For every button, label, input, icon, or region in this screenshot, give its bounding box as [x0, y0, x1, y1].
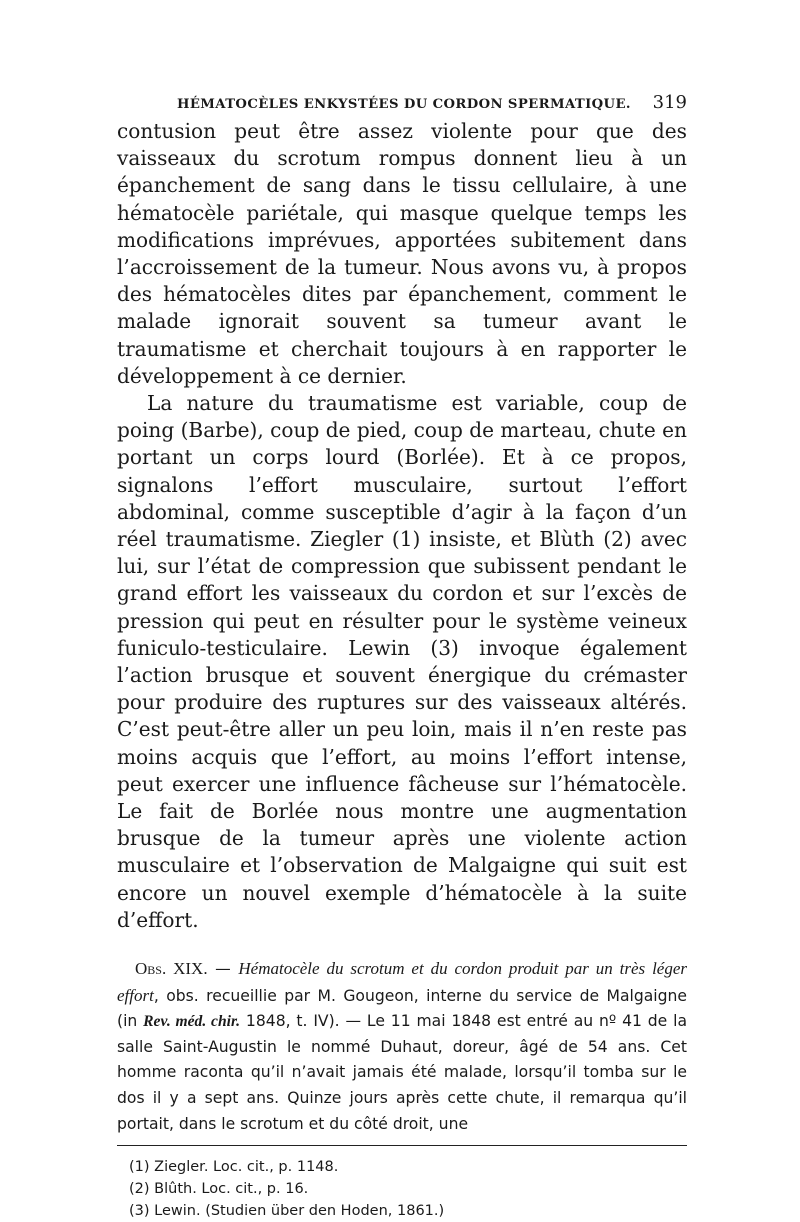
observation-title: Hématocèle du scrotum et du cordon produit par un très léger effort: [117, 959, 687, 1005]
footnotes: [117, 1156, 687, 1222]
paragraph-continued: contusion peut être assez violente pour que des vaisseaux du scrotum rompus donnent lieu à un épanchement de sang dans le tissu cellulaire, à une hématocèle pariétale, qui masque quelque temps les modifications imprévues, apportées subitement dans l’accroissement de la tumeur. Nous avons vu, à propos des hématocèles dites par épanchement, comment le malade ignorait souvent sa tumeur avant le traumatisme et cherchait toujours à en rapporter le développement à ce dernier.: [117, 119, 687, 388]
observation-text-1: , obs. recueillie par M. Gougeon, interne du service de Malgaigne (in: [117, 986, 687, 1031]
footnote-item: (2) Blûth. Loc. cit., p. 16.: [129, 1181, 309, 1198]
page-number: 319: [652, 92, 687, 113]
journal-citation: Rev. méd. chir.: [143, 1013, 241, 1031]
footnote-item: (1) Ziegler. Loc. cit., p. 1148.: [129, 1159, 339, 1176]
book-page: [117, 92, 687, 1222]
footnote-divider: [117, 1145, 687, 1146]
observation-label: Obs. XIX.: [135, 959, 208, 979]
observation-dash: —: [207, 960, 239, 979]
main-text: [117, 118, 687, 934]
observation-text-2: 1848, t. IV). — Le 11 mai 1848 est entré au nº 41 de la salle Saint-Augustin le nommé Duhaut, doreur, âgé de 54 ans. Cet homme raconta qu’il n’avait jamais été malade, lorsqu’il tomba sur le dos il y a sept ans. Quinze jours après cette chute, il remarqua qu’il portait, dans le scrotum et du côté droit, une: [117, 1012, 687, 1133]
running-header: [117, 92, 687, 118]
observation-paragraph: [117, 956, 687, 1137]
paragraph-traumatisme: La nature du traumatisme est variable, coup de poing (Barbe), coup de pied, coup de marteau, chute en portant un corps lourd (Borlée). Et à ce propos, signalons l’effort musculaire, surtout l’effort abdominal, comme susceptible d’agir à la façon d’un réel traumatisme. Ziegler (1) insiste, et Blùth (2) avec lui, sur l’état de compression que subissent pendant le grand effort les vaisseaux du cordon et sur l’excès de pression qui peut en résulter pour le système veineux funiculo-testiculaire. Lewin (3) invoque également l’action brusque et souvent énergique du crémaster pour produire des ruptures sur des vaisseaux altérés. C’est peut-être aller un peu loin, mais il n’en reste pas moins acquis que l’effort, au moins l’effort intense, peut exercer une influence fâcheuse sur l’hématocèle. Le fait de Borlée nous montre une augmentation brusque de la tumeur après une violente action musculaire et l’observation de Malgaigne qui suit est encore un nouvel exemple d’hématocèle à la suite d’effort.: [117, 391, 687, 932]
observation-block: [117, 956, 687, 1137]
footnote-item: (3) Lewin. (Studien über den Hoden, 1861.): [129, 1203, 445, 1220]
running-title: HÉMATOCÈLES ENKYSTÉES DU CORDON SPERMATIQUE.: [177, 97, 631, 112]
